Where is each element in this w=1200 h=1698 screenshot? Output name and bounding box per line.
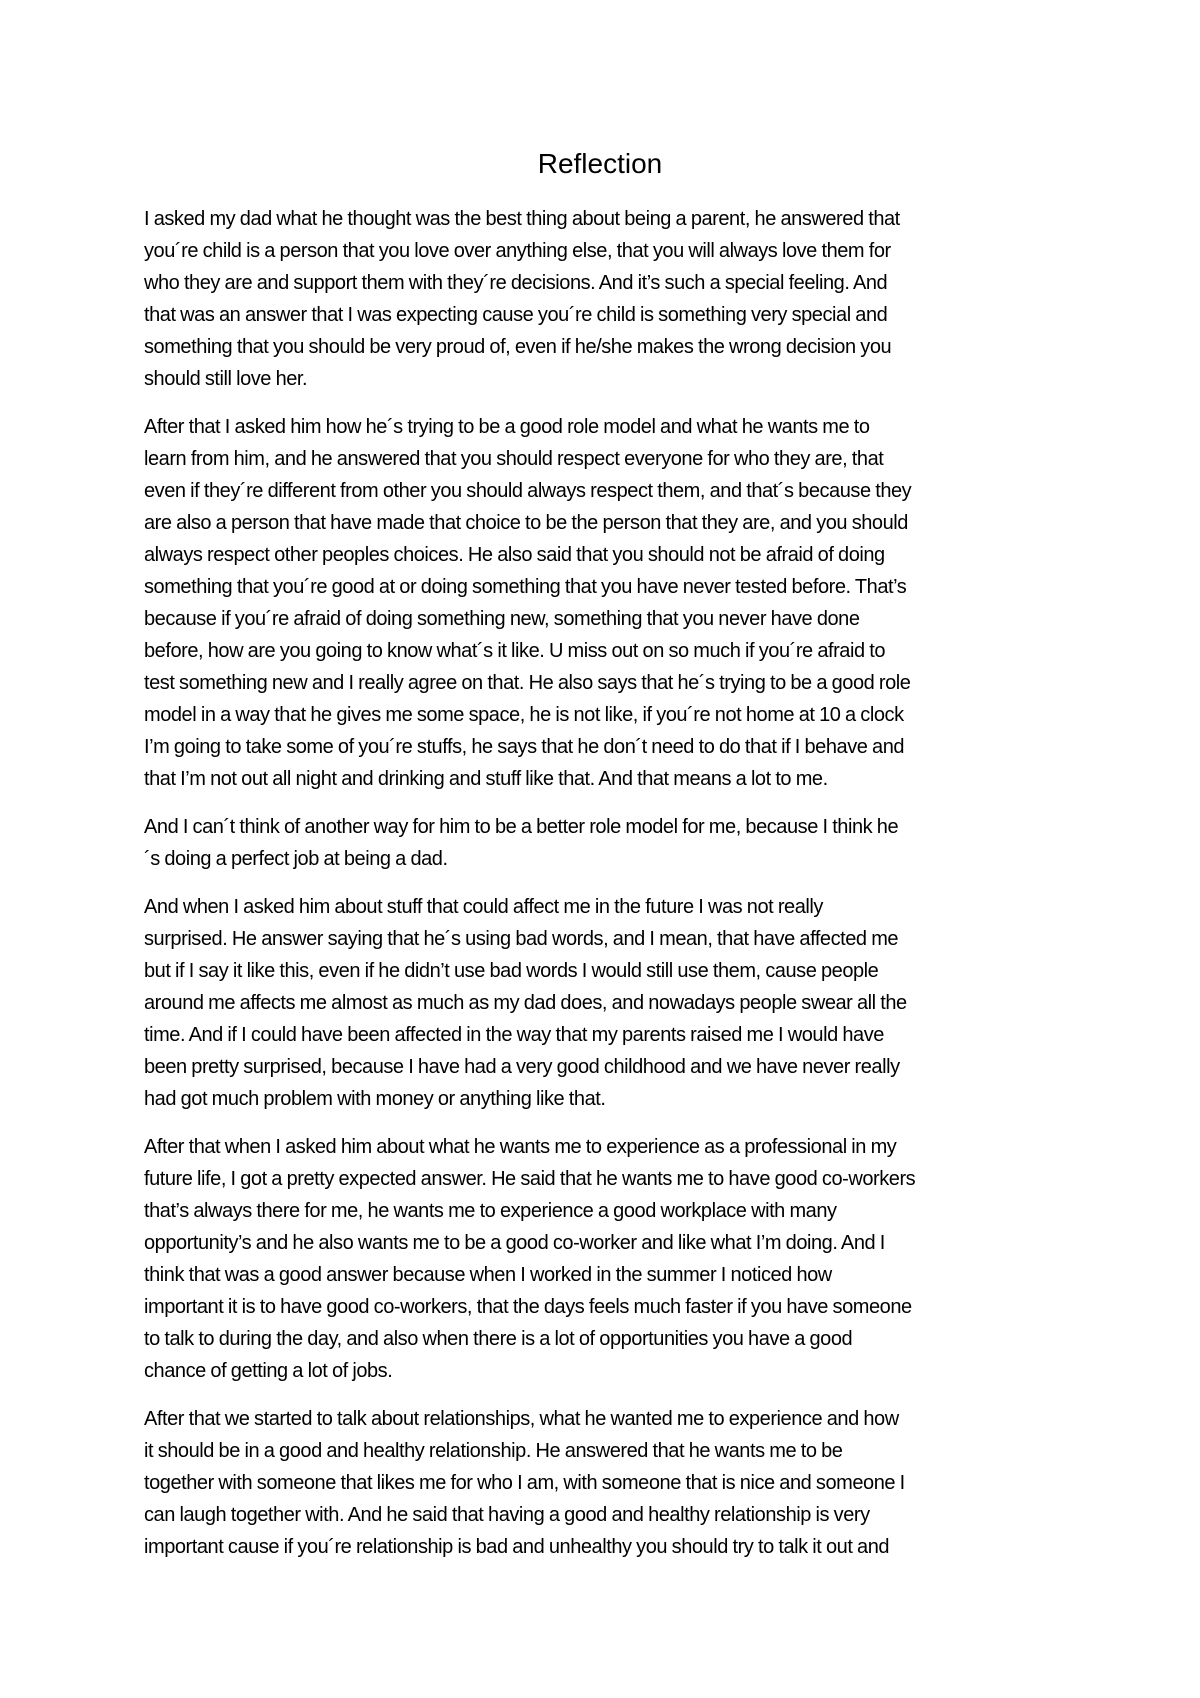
text-line: together with someone that likes me for who I am, with someone that is nice and someone I — [144, 1472, 905, 1494]
text-line: you´re child is a person that you love over anything else, that you will always love them for — [144, 240, 891, 262]
text-line: test something new and I really agree on that. He also says that he´s trying to be a good role — [144, 672, 911, 694]
text-line: surprised. He answer saying that he´s using bad words, and I mean, that have affected me — [144, 928, 899, 950]
text-line: time. And if I could have been affected in the way that my parents raised me I would have — [144, 1024, 884, 1046]
text-line: think that was a good answer because when I worked in the summer I noticed how — [144, 1264, 832, 1286]
text-line: ´s doing a perfect job at being a dad. — [144, 848, 448, 870]
text-line: to talk to during the day, and also when there is a lot of opportunities you have a good — [144, 1328, 853, 1350]
text-line: And when I asked him about stuff that could affect me in the future I was not really — [144, 896, 823, 918]
text-line: but if I say it like this, even if he didn’t use bad words I would still use them, cause people — [144, 960, 879, 982]
paragraph-4 — [144, 891, 1064, 1115]
text-line: After that I asked him how he´s trying to be a good role model and what he wants me to — [144, 416, 870, 438]
paragraph-6 — [144, 1403, 1064, 1563]
text-line: After that when I asked him about what he wants me to experience as a professional in my — [144, 1136, 897, 1158]
text-line: always respect other peoples choices. He also said that you should not be afraid of doing — [144, 544, 885, 566]
text-line: future life, I got a pretty expected answer. He said that he wants me to have good co-workers — [144, 1168, 916, 1190]
text-line: even if they´re different from other you should always respect them, and that´s because they — [144, 480, 912, 502]
text-line: before, how are you going to know what´s it like. U miss out on so much if you´re afraid to — [144, 640, 886, 662]
paragraph-5 — [144, 1131, 1064, 1387]
text-line: are also a person that have made that choice to be the person that they are, and you should — [144, 512, 908, 534]
text-line: chance of getting a lot of jobs. — [144, 1360, 393, 1382]
text-line: around me affects me almost as much as my dad does, and nowadays people swear all the — [144, 992, 907, 1014]
text-line: model in a way that he gives me some space, he is not like, if you´re not home at 10 a clock — [144, 704, 904, 726]
text-line: who they are and support them with they´re decisions. And it’s such a special feeling. And — [144, 272, 888, 294]
text-line: because if you´re afraid of doing something new, something that you never have done — [144, 608, 860, 630]
text-line: something that you should be very proud of, even if he/she makes the wrong decision you — [144, 336, 892, 358]
text-line: I’m going to take some of you´re stuffs, he says that he don´t need to do that if I behave and — [144, 736, 905, 758]
text-line: it should be in a good and healthy relationship. He answered that he wants me to be — [144, 1440, 843, 1462]
text-line: I asked my dad what he thought was the best thing about being a parent, he answered that — [144, 208, 900, 230]
text-line: that’s always there for me, he wants me to experience a good workplace with many — [144, 1200, 837, 1222]
text-line: learn from him, and he answered that you should respect everyone for who they are, that — [144, 448, 884, 470]
text-line: been pretty surprised, because I have had a very good childhood and we have never really — [144, 1056, 900, 1078]
text-line: After that we started to talk about relationships, what he wanted me to experience and how — [144, 1408, 899, 1430]
text-line: that I’m not out all night and drinking and stuff like that. And that means a lot to me. — [144, 768, 828, 790]
document-body — [144, 203, 1064, 1579]
paragraph-1 — [144, 203, 1064, 395]
text-line: had got much problem with money or anything like that. — [144, 1088, 606, 1110]
paragraph-2 — [144, 411, 1064, 795]
text-line: something that you´re good at or doing something that you have never tested before. That’s — [144, 576, 907, 598]
paragraph-3 — [144, 811, 1064, 875]
text-line: opportunity’s and he also wants me to be a good co-worker and like what I’m doing. And I — [144, 1232, 885, 1254]
document-title: Reflection — [537, 148, 663, 179]
text-line: can laugh together with. And he said that having a good and healthy relationship is very — [144, 1504, 870, 1526]
text-line: important it is to have good co-workers, that the days feels much faster if you have someone — [144, 1296, 912, 1318]
text-line: And I can´t think of another way for him to be a better role model for me, because I think he — [144, 816, 899, 838]
text-line: that was an answer that I was expecting cause you´re child is something very special and — [144, 304, 888, 326]
text-line: should still love her. — [144, 368, 308, 390]
text-line: important cause if you´re relationship is bad and unhealthy you should try to talk it out and — [144, 1536, 890, 1558]
